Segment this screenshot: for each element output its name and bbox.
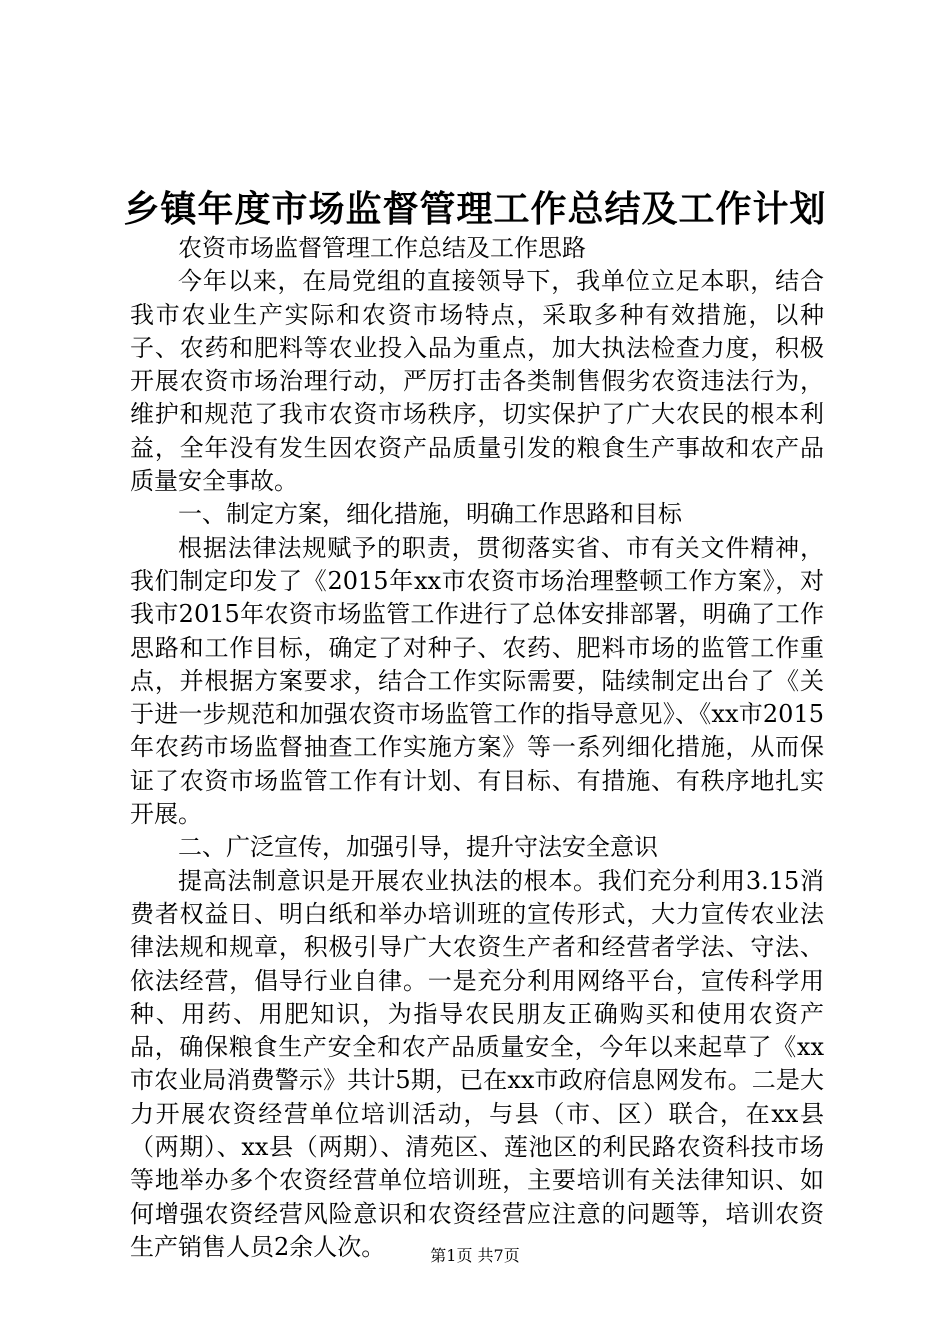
paragraph-section-2: 提高法制意识是开展农业执法的根本。我们充分利用3.15消费者权益日、明白纸和举办培训班的宣传形式，大力宣传农业法律法规和规章，积极引导广大农资生产者和经营者学法、守法、依法经营，倡导行业自律。一是充分利用网络平台，宣传科学用种、用药、用肥知识，为指导农民朋友正确购买和使用农资产品，确保粮食生产安全和农产品质量安全，今年以来起草了《xx市农业局消费警示》共计5期，已在xx市政府信息网发布。二是大力开展农资经营单位培训活动，与县（市、区）联合，在xx县（两期）、xx县（两期）、清苑区、莲池区的利民路农资科技市场等地举办多个农资经营单位培训班，主要培训有关法律知识、如何增强农资经营风险意识和农资经营应注意的问题等，培训农资生产销售人员2余人次。 [130, 866, 824, 1261]
document-title: 乡镇年度市场监督管理工作总结及工作计划 [123, 188, 827, 230]
section-heading-1: 一、制定方案，细化措施，明确工作思路和目标 [178, 500, 682, 529]
document-body [130, 232, 824, 1264]
page-number: 第1页 共7页 [430, 1246, 520, 1265]
paragraph-subtitle: 农资市场监督管理工作总结及工作思路 [178, 234, 586, 262]
paragraph-section-1: 根据法律法规赋予的职责，贯彻落实省、市有关文件精神，我们制定印发了《2015年xx市农资市场治理整顿工作方案》，对我市2015年农资市场监管工作进行了总体安排部署，明确了工作思路和工作目标，确定了对种子、农药、肥料市场的监管工作重点，并根据方案要求，结合工作实际需要，陆续制定出台了《关于进一步规范和加强农资市场监管工作的指导意见》、《xx市2015年农药市场监督抽查工作实施方案》等一系列细化措施，从而保证了农资市场监管工作有计划、有目标、有措施、有秩序地扎实开展。 [130, 533, 824, 829]
paragraph-intro: 今年以来，在局党组的直接领导下，我单位立足本职，结合我市农业生产实际和农资市场特点，采取多种有效措施，以种子、农药和肥料等农业投入品为重点，加大执法检查力度，积极开展农资市场治理行动，严厉打击各类制售假劣农资违法行为，维护和规范了我市农资市场秩序，切实保护了广大农民的根本利益，全年没有发生因农资产品质量引发的粮食生产事故和农产品质量安全事故。 [130, 267, 824, 496]
section-heading-2: 二、广泛宣传，加强引导，提升守法安全意识 [178, 833, 658, 862]
